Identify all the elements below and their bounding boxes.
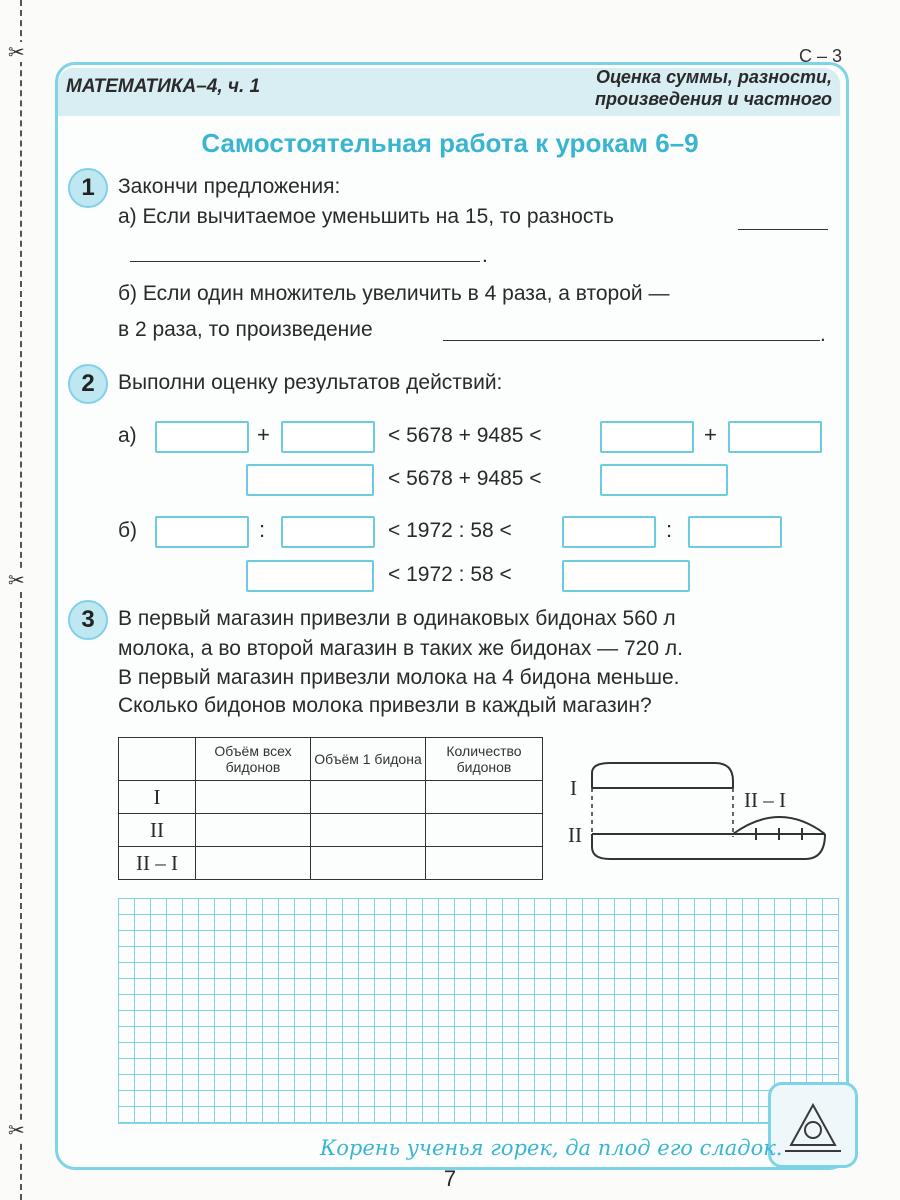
proverb: Корень ученья горек, да плод его сладок.: [320, 1136, 783, 1160]
table-cell[interactable]: [311, 814, 426, 847]
table-cell[interactable]: [426, 781, 543, 814]
task3-table: [118, 737, 543, 880]
task1-a-text: а) Если вычитаемое уменьшить на 15, то разность: [118, 205, 614, 228]
estimate-box[interactable]: [600, 421, 694, 453]
task1-prompt: Закончи предложения:: [118, 175, 341, 198]
table-row: [119, 781, 543, 814]
table-cell[interactable]: [196, 781, 311, 814]
estimate-box[interactable]: [155, 421, 249, 453]
estimate-box[interactable]: [728, 421, 822, 453]
period: .: [482, 244, 488, 267]
estimate-box[interactable]: [155, 516, 249, 548]
task1-b-answer-line[interactable]: [443, 340, 820, 341]
estimate-box[interactable]: [600, 464, 728, 496]
task1-b-text-2: в 2 раза, то произведение: [118, 318, 373, 341]
scissors-icon: ✂: [8, 1118, 25, 1142]
estimate-box[interactable]: [562, 560, 690, 592]
table-header-cell: Объём 1 бидона: [311, 738, 426, 781]
task2-a-expression: < 5678 + 9485 <: [388, 424, 542, 447]
estimate-box[interactable]: [688, 516, 782, 548]
task1-a-answer-line-2[interactable]: [130, 261, 480, 262]
colon-sign: :: [259, 517, 266, 542]
row-label: I: [119, 781, 196, 814]
plus-sign: +: [257, 422, 270, 447]
segment-diagram: [560, 755, 840, 870]
table-header-row: [119, 738, 543, 781]
task3-text-4: Сколько бидонов молока привезли в каждый магазин?: [118, 694, 652, 717]
table-cell[interactable]: [196, 847, 311, 880]
scissors-icon: ✂: [8, 568, 25, 592]
estimate-box[interactable]: [281, 516, 375, 548]
task2-a-label: а): [118, 424, 137, 447]
table-cell[interactable]: [426, 814, 543, 847]
task-number-1: 1: [68, 168, 108, 208]
task2-b-label: б): [118, 519, 138, 542]
row-label: II – I: [119, 847, 196, 880]
page-number: 7: [443, 1166, 457, 1191]
solution-grid[interactable]: [118, 898, 839, 1124]
table-cell[interactable]: [196, 814, 311, 847]
table-header-cell: Количество бидонов: [426, 738, 543, 781]
diagram-label-i: I: [570, 776, 577, 800]
colon-sign: :: [666, 517, 673, 542]
table-row: [119, 814, 543, 847]
plus-sign: +: [704, 422, 717, 447]
diagram-label-diff: II – I: [744, 788, 786, 812]
cut-line: [20, 0, 22, 1200]
task1-b-text-1: б) Если один множитель увеличить в 4 раза, а второй —: [118, 282, 670, 305]
table-header-cell: [119, 738, 196, 781]
topic-line-2: произведения и частного: [595, 89, 832, 109]
brace-top: [592, 763, 733, 788]
task3-text-3: В первый магазин привезли молока на 4 бидона меньше.: [118, 666, 680, 689]
table-header-cell: Объём всех бидонов: [196, 738, 311, 781]
task1-a-answer-line[interactable]: [738, 229, 828, 230]
table-cell[interactable]: [426, 847, 543, 880]
row-label: II: [119, 814, 196, 847]
worksheet-code: С – 3: [798, 46, 842, 66]
task2-a-expression-2: < 5678 + 9485 <: [388, 467, 542, 490]
table-cell[interactable]: [311, 847, 426, 880]
task-number-3: 3: [68, 600, 108, 640]
estimate-box[interactable]: [562, 516, 656, 548]
page-title: Самостоятельная работа к урокам 6–9: [201, 128, 699, 158]
topic-line-1: Оценка суммы, разности,: [595, 67, 832, 87]
illustration-icon: [771, 1085, 855, 1165]
task3-text-2: молока, а во второй магазин в таких же бидонах — 720 л.: [118, 637, 683, 660]
task2-b-expression: < 1972 : 58 <: [388, 519, 512, 542]
task-number-2: 2: [68, 364, 108, 404]
table-row: [119, 847, 543, 880]
table-cell[interactable]: [311, 781, 426, 814]
scissors-icon: ✂: [8, 40, 25, 64]
task2-prompt: Выполни оценку результатов действий:: [118, 371, 503, 394]
task2-b-expression-2: < 1972 : 58 <: [388, 563, 512, 586]
estimate-box[interactable]: [246, 464, 374, 496]
book-title: МАТЕМАТИКА–4, ч. 1: [66, 76, 261, 97]
topic-title: [502, 66, 832, 110]
task3-text-1: В первый магазин привезли в одинаковых бидонах 560 л: [118, 607, 676, 630]
diagram-label-ii: II: [568, 823, 582, 847]
period: .: [820, 323, 826, 346]
estimate-box[interactable]: [246, 560, 374, 592]
estimate-box[interactable]: [281, 421, 375, 453]
brace-bottom: [592, 834, 825, 859]
